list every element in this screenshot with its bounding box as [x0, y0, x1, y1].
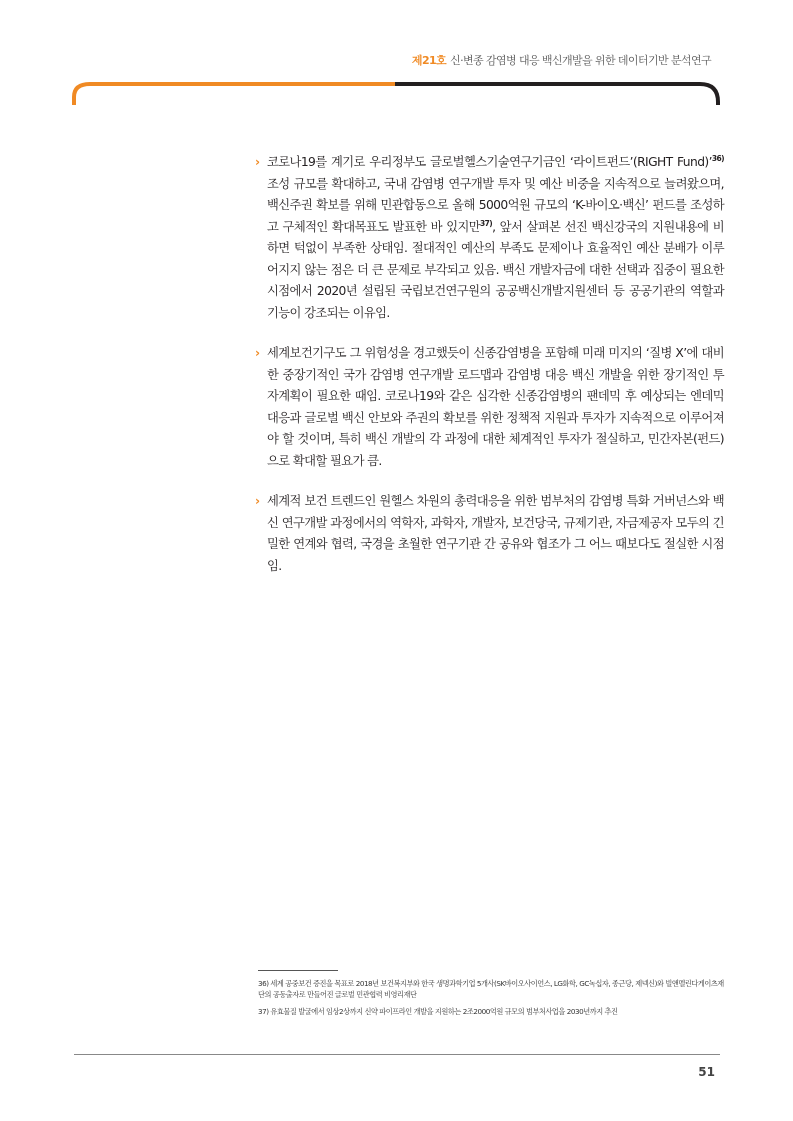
paragraph-text-part: , 앞서 살펴본 선진 백신강국의 지원내용에 비하면 턱없이 부족한 상태임. 절대적인 예산의 부족도 문제이나 효율적인 예산 분배가 이루어지지 않는 점은 더 큰 문제로 부각되고 있음. 백신 개발자금에 대한 선택과 집중이 필요한 시점에서 2020년 설립된 국립보건연구원의 공공백신개발지원센터 등 공공기관의 역할과 기능이 강조되는 이유임.: [267, 219, 724, 320]
paragraph-2: [255, 343, 724, 472]
bullet-icon: ›: [255, 155, 260, 169]
footnote-ref: 37): [480, 218, 493, 228]
body-text: [255, 152, 724, 596]
paragraph-text-part: 조성 규모를 확대하고, 국내 감염병 연구개발 투자 및 예산 비중을 지속적으로 늘려왔으며, 백신주권 확보를 위해 민관합동으로 올해 5000억원 규모의 ‘K-바이오·백신’ 펀드를 조성하고 구체적인 확대목표도 발표한 바 있지만: [267, 176, 724, 234]
paragraph-3: [255, 491, 724, 577]
footnote-text: 36) 세계 공중보건 증진을 목표로 2018년 보건복지부와 한국 생명과학기업 5개사(SK바이오사이언스, LG화학, GC녹십자, 종근당, 제넥신)와 빌앤멜린다게이츠재단의 공동출자로 만들어진 글로벌 민관협력 비영리재단: [258, 979, 724, 999]
footnote-ref: 36): [711, 153, 724, 163]
paragraph-text-part: 코로나19를 계기로 우리정부도 글로벌헬스기술연구기금인 ‘라이트펀드’(RIGHT Fund)’: [267, 155, 712, 169]
footnote-text: 37) 유효물질 발굴에서 임상2상까지 신약 파이프라인 개발을 지원하는 2조2000억원 규모의 범부처사업을 2030년까지 추진: [258, 1007, 618, 1016]
footer-rule: [74, 1054, 720, 1055]
footnote-divider: [258, 970, 338, 971]
paragraph-1: [255, 152, 724, 324]
paragraph-text: 세계보건기구도 그 위험성을 경고했듯이 신종감염병을 포함해 미래 미지의 ‘질병 X’에 대비한 중장기적인 국가 감염병 연구개발 로드맵과 감염병 대응 백신 개발을 위한 장기적인 투자계획이 필요한 때임. 코로나19와 같은 심각한 신종감염병의 팬데믹 후 예상되는 엔데믹 대응과 글로벌 백신 안보와 주권의 확보를 위한 정책적 지원과 투자가 지속적으로 이루어져야 할 것이며, 특히 백신 개발의 각 과정에 대한 체계적인 투자가 절실하고, 민간자본(펀드)으로 확대할 필요가 큼.: [267, 346, 724, 468]
page-number: 51: [698, 1065, 715, 1079]
footnote-36: [258, 978, 728, 1000]
paragraph-text: 세계적 보건 트렌드인 원헬스 차원의 총력대응을 위한 범부처의 감염병 특화 거버넌스와 백신 연구개발 과정에서의 역학자, 과학자, 개발자, 보건당국, 규제기관, 자금제공자 모두의 긴밀한 연계와 협력, 국경을 초월한 연구기관 간 공유와 협조가 그 어느 때보다도 절실한 시점임.: [267, 494, 724, 573]
issue-number: 제21호: [411, 54, 447, 67]
header-rule: [0, 0, 793, 110]
footnote-37: [258, 1006, 728, 1017]
report-title: 신·변종 감염병 대응 백신개발을 위한 데이터기반 분석연구: [450, 54, 711, 67]
bullet-icon: ›: [255, 494, 260, 508]
bullet-icon: ›: [255, 346, 260, 360]
paragraph-text: [258, 152, 724, 324]
footnotes: [258, 978, 728, 1023]
